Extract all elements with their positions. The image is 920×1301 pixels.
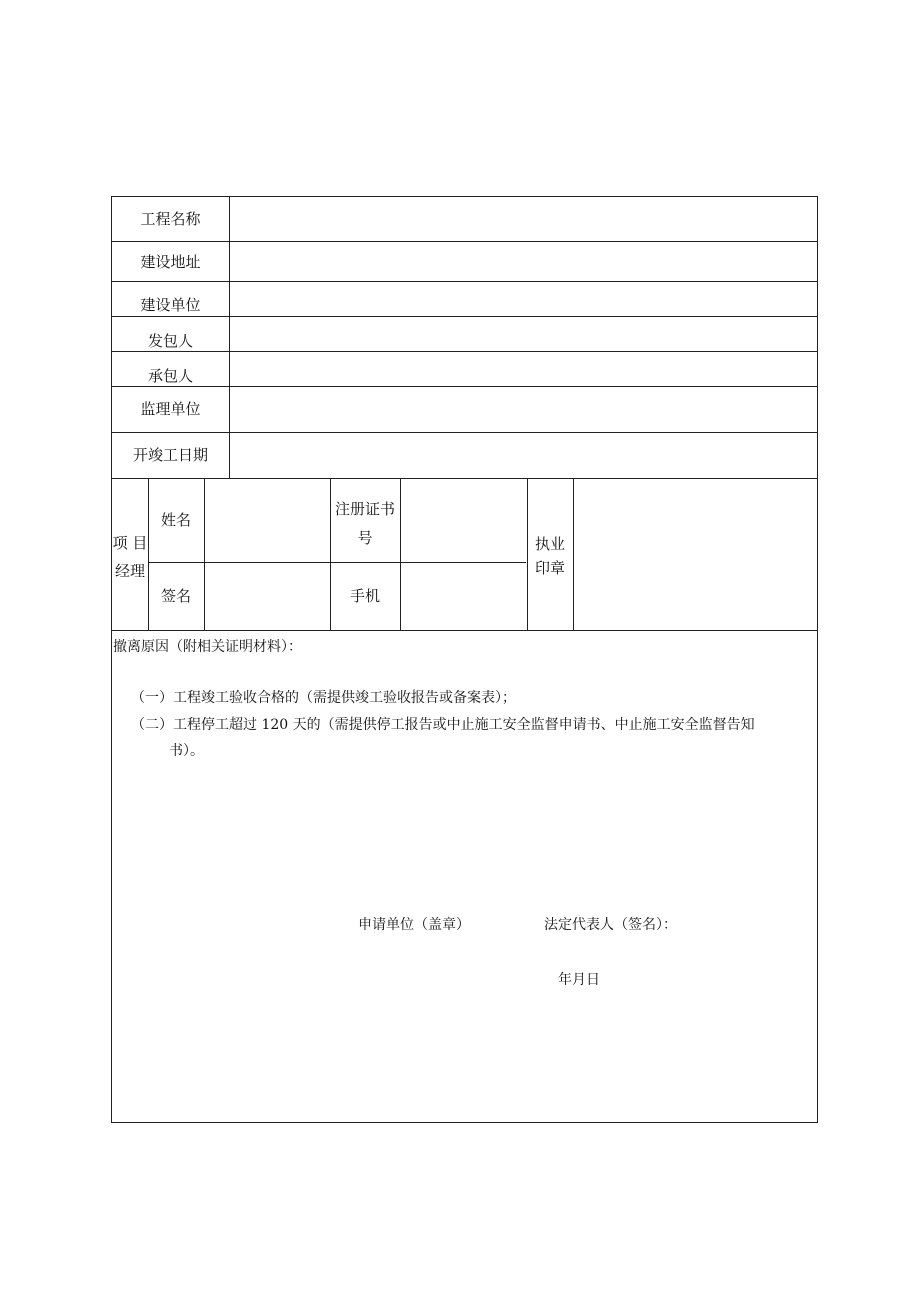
reason-item-2-continued: 书）。 [169, 743, 204, 759]
withdrawal-application-form [111, 196, 818, 1123]
practice-seal-area[interactable] [574, 479, 817, 630]
project-name-field[interactable] [230, 198, 817, 241]
construction-address-label: 建设地址 [140, 253, 201, 271]
construction-unit-label: 建设单位 [140, 296, 201, 314]
supervision-unit-field[interactable] [230, 387, 817, 432]
supervision-unit-label: 监理单位 [140, 400, 201, 418]
contractor-field[interactable] [230, 352, 817, 386]
project-manager-label-line2: 经理 [114, 562, 145, 580]
signature-label: 签名 [160, 587, 191, 605]
contract-issuer-field[interactable] [230, 317, 817, 351]
reason-item-1: （一）工程竣工验收合格的（需提供竣工验收报告或备案表）； [131, 690, 516, 706]
construction-unit-field[interactable] [230, 282, 817, 316]
legal-representative-signature: 法定代表人（签名）： [544, 917, 677, 933]
practice-seal-label-line2: 印章 [534, 559, 565, 577]
construction-address-field[interactable] [230, 242, 817, 281]
practice-seal-label-line1: 执业 [534, 535, 565, 553]
row-divider [112, 630, 817, 631]
column-divider [527, 478, 528, 630]
applicant-unit-seal: 申请单位（盖章） [358, 917, 470, 933]
registration-cert-label-line2: 号 [357, 529, 373, 547]
project-manager-label-line1: 项 目 [112, 534, 148, 552]
manager-name-field[interactable] [205, 479, 330, 562]
withdrawal-reason-heading: 撤离原因（附相关证明材料）： [113, 639, 302, 655]
manager-name-label: 姓名 [160, 511, 191, 529]
registration-cert-field[interactable] [401, 479, 527, 562]
mobile-phone-field[interactable] [401, 563, 527, 630]
project-name-label: 工程名称 [140, 210, 201, 228]
mobile-phone-label: 手机 [349, 587, 380, 605]
registration-cert-label-line1: 注册证书 [334, 500, 395, 518]
start-completion-date-field[interactable] [230, 433, 817, 478]
contractor-label: 承包人 [147, 367, 193, 385]
signature-field[interactable] [205, 563, 330, 630]
reason-item-2: （二）工程停工超过 120 天的（需提供停工报告或中止施工安全监督申请书、中止施工安全监督告知 [131, 717, 755, 733]
start-completion-date-label: 开竣工日期 [132, 446, 208, 464]
contract-issuer-label: 发包人 [147, 332, 193, 350]
column-divider [148, 478, 149, 630]
date-line: 年月日 [558, 972, 600, 988]
